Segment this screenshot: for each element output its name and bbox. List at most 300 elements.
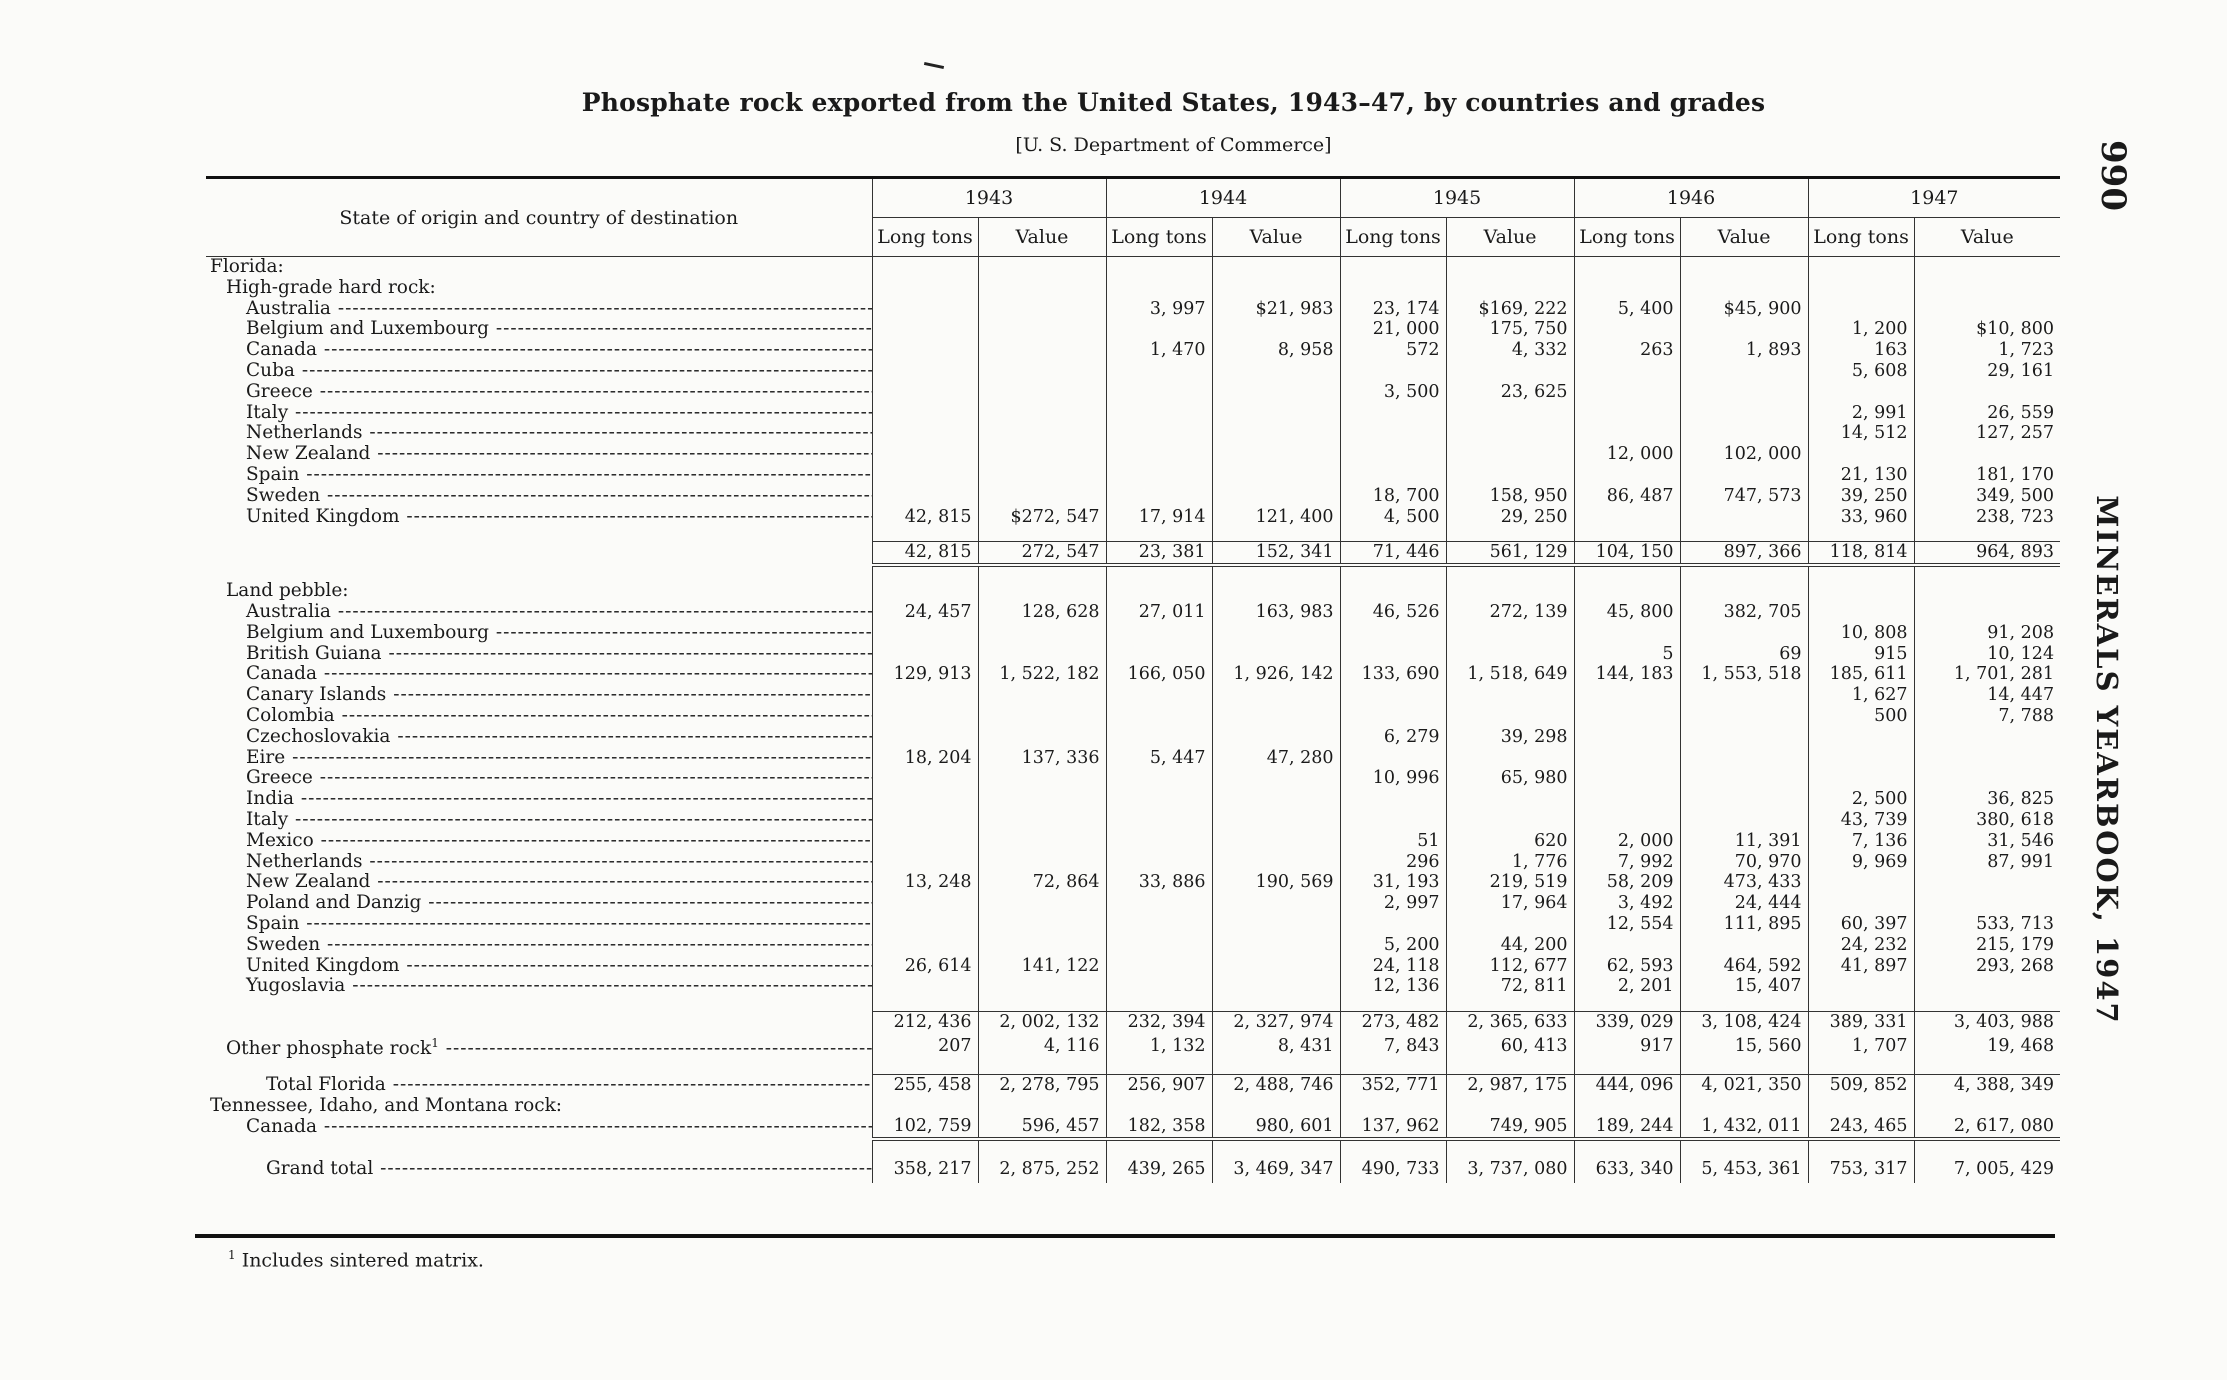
value-cell [978,768,1106,789]
long-tons-cell: 5, 200 [1340,935,1446,956]
value-cell [1212,644,1340,665]
row-label [206,1096,872,1117]
row-label [206,644,872,665]
long-tons-cell [872,623,978,644]
long-tons-cell [1106,893,1212,914]
value-cell: 238, 723 [1914,507,2060,528]
row-label [206,444,872,465]
spacer-cell [1680,565,1808,581]
long-tons-cell [1808,581,1914,602]
value-cell: 1, 723 [1914,340,2060,361]
table-row [206,1074,2060,1095]
value-cell: 10, 124 [1914,644,2060,665]
value-cell: 72, 811 [1446,976,1574,997]
value-cell: 4, 116 [978,1033,1106,1060]
value-cell [1680,935,1808,956]
spacer-label-cell [206,1060,872,1075]
long-tons-cell: 2, 000 [1574,831,1680,852]
long-tons-cell [872,340,978,361]
long-tons-cell [1340,810,1446,831]
value-cell: 2, 617, 080 [1914,1116,2060,1139]
table-row [206,299,2060,320]
long-tons-cell [1106,789,1212,810]
long-tons-cell [872,727,978,748]
value-cell: 29, 161 [1914,361,2060,382]
value-cell [1446,423,1574,444]
value-cell: 44, 200 [1446,935,1574,956]
value-cell: 39, 298 [1446,727,1574,748]
long-tons-cell: 572 [1340,340,1446,361]
long-tons-cell: 163 [1808,340,1914,361]
long-tons-cell [1340,644,1446,665]
long-tons-cell: 45, 800 [1574,602,1680,623]
table-row [206,914,2060,935]
value-cell [1914,382,2060,403]
long-tons-cell [1574,935,1680,956]
value-cell [1914,748,2060,769]
long-tons-cell [872,644,978,665]
long-tons-cell: 23, 174 [1340,299,1446,320]
spacer-cell [1914,1139,2060,1155]
row-label [206,581,872,602]
value-cell: 1, 776 [1446,852,1574,873]
value-cell [1680,727,1808,748]
value-cell [1212,768,1340,789]
value-cell [1212,810,1340,831]
value-cell: 1, 926, 142 [1212,664,1340,685]
row-label-text: Italy [246,402,289,423]
long-tons-cell: 915 [1808,644,1914,665]
value-cell: 65, 980 [1446,768,1574,789]
long-tons-cell [1574,507,1680,528]
value-cell: 190, 569 [1212,872,1340,893]
long-tons-cell: 1, 200 [1808,319,1914,340]
value-cell: 272, 139 [1446,602,1574,623]
value-cell [978,444,1106,465]
long-tons-cell: 51 [1340,831,1446,852]
value-cell [978,706,1106,727]
spacer-cell [1106,527,1212,542]
value-cell [1680,382,1808,403]
long-tons-cell: 3, 997 [1106,299,1212,320]
value-cell: 3, 737, 080 [1446,1155,1574,1183]
row-label-text: Canada [246,340,318,361]
long-tons-cell [1808,602,1914,623]
table-row [206,486,2060,507]
long-tons-cell: 42, 815 [872,542,978,565]
value-cell [1446,685,1574,706]
value-cell [978,278,1106,299]
value-cell [1446,1096,1574,1117]
table-row [206,748,2060,769]
value-cell: 215, 179 [1914,935,2060,956]
spacer-label-cell [206,527,872,542]
long-tons-cell [1574,727,1680,748]
table-row [206,382,2060,403]
page-number: 990 [2093,140,2133,211]
value-cell [1446,789,1574,810]
value-cell [978,976,1106,997]
value-cell [1680,789,1808,810]
long-tons-cell: 243, 465 [1808,1116,1914,1139]
long-tons-cell [1106,465,1212,486]
spacer-cell [1808,1060,1914,1075]
value-cell: 128, 628 [978,602,1106,623]
value-cell: 620 [1446,831,1574,852]
row-label-text: Netherlands [246,423,363,444]
value-cell: 137, 336 [978,748,1106,769]
long-tons-cell [1340,403,1446,424]
value-cell: 1, 701, 281 [1914,664,2060,685]
long-tons-cell [872,581,978,602]
year-header: 1945 [1340,178,1574,218]
table-row [206,319,2060,340]
spacer-cell [1340,1060,1446,1075]
long-tons-cell: 24, 118 [1340,956,1446,977]
long-tons-cell [872,831,978,852]
row-label [206,685,872,706]
table-row [206,1155,2060,1183]
value-cell: 4, 332 [1446,340,1574,361]
value-cell: $10, 800 [1914,319,2060,340]
row-label [206,1012,872,1033]
row-label [206,664,872,685]
value-cell: 72, 864 [978,872,1106,893]
long-tons-cell: 3, 492 [1574,893,1680,914]
long-tons-cell [1574,403,1680,424]
long-tons-cell [1574,581,1680,602]
long-tons-cell: 490, 733 [1340,1155,1446,1183]
value-cell [1914,581,2060,602]
long-tons-cell: 389, 331 [1808,1012,1914,1033]
value-cell [1212,831,1340,852]
value-cell: 747, 573 [1680,486,1808,507]
value-cell [1212,465,1340,486]
long-tons-cell [1574,1096,1680,1117]
value-cell [1680,507,1808,528]
long-tons-cell [872,465,978,486]
row-label-text: Greece [246,768,313,789]
row-label-text: High-grade hard rock: [226,277,436,298]
footnote [228,1248,484,1271]
row-label [206,852,872,873]
long-tons-cell [1808,893,1914,914]
value-cell: 60, 413 [1446,1033,1574,1060]
table-row [206,278,2060,299]
row-label [206,956,872,977]
long-tons-cell [1574,361,1680,382]
long-tons-cell [872,486,978,507]
row-label-text: Belgium and Luxembourg [246,622,489,643]
long-tons-cell [1574,706,1680,727]
long-tons-cell: 12, 136 [1340,976,1446,997]
value-cell [1212,257,1340,278]
table-row [206,976,2060,997]
spacer-cell [1106,1139,1212,1155]
spacer-cell [1106,997,1212,1012]
spacer-cell [1574,1060,1680,1075]
table-row [206,602,2060,623]
value-cell [1914,257,2060,278]
value-cell: 36, 825 [1914,789,2060,810]
value-cell: 533, 713 [1914,914,2060,935]
value-cell: 29, 250 [1446,507,1574,528]
value-cell: 980, 601 [1212,1116,1340,1139]
long-tons-cell [1340,1096,1446,1117]
long-tons-cell [1574,789,1680,810]
value-cell [1680,278,1808,299]
value-cell: 15, 560 [1680,1033,1808,1060]
value-header: Value [1212,218,1340,257]
row-label [206,872,872,893]
table-row [206,1116,2060,1139]
long-tons-cell: 5 [1574,644,1680,665]
value-cell [1212,727,1340,748]
value-cell: $45, 900 [1680,299,1808,320]
row-label [206,423,872,444]
value-cell: 112, 677 [1446,956,1574,977]
row-label [206,507,872,528]
long-tons-cell: 5, 608 [1808,361,1914,382]
long-tons-cell: 60, 397 [1808,914,1914,935]
long-tons-cell [872,935,978,956]
row-label-text: Greece [246,381,313,402]
long-tons-cell [872,893,978,914]
value-cell [1914,872,2060,893]
long-tons-cell [872,299,978,320]
spacer-cell [1914,1060,2060,1075]
value-cell: 87, 991 [1914,852,2060,873]
value-header: Value [978,218,1106,257]
value-cell [1680,581,1808,602]
long-tons-cell: 296 [1340,852,1446,873]
value-cell [1212,581,1340,602]
spacer-cell [1340,527,1446,542]
long-tons-cell [872,1096,978,1117]
long-tons-cell [872,278,978,299]
long-tons-cell [1106,706,1212,727]
spacer-cell [1106,1060,1212,1075]
value-cell: 70, 970 [1680,852,1808,873]
long-tons-cell: 256, 907 [1106,1074,1212,1095]
year-header: 1947 [1808,178,2060,218]
long-tons-cell [872,810,978,831]
table-body [206,257,2060,1184]
long-tons-cell [1106,403,1212,424]
value-cell: 47, 280 [1212,748,1340,769]
long-tons-cell: 255, 458 [872,1074,978,1095]
value-cell: 15, 407 [1680,976,1808,997]
long-tons-cell: 5, 447 [1106,748,1212,769]
spacer-cell [1808,565,1914,581]
long-tons-cell: 21, 130 [1808,465,1914,486]
value-cell: 219, 519 [1446,872,1574,893]
value-cell [1446,444,1574,465]
row-label-text: Sweden [246,934,321,955]
value-cell [978,340,1106,361]
value-cell [978,685,1106,706]
row-label-text: Australia [246,298,331,319]
table-row [206,706,2060,727]
spacer-cell [1212,1060,1340,1075]
row-label [206,403,872,424]
row-label-text: Belgium and Luxembourg [246,319,489,340]
spacer-cell [872,1060,978,1075]
long-tons-cell: 9, 969 [1808,852,1914,873]
long-tons-cell [1340,685,1446,706]
value-cell [1680,319,1808,340]
row-label-text: United Kingdom [246,506,400,527]
long-tons-cell: 212, 436 [872,1012,978,1033]
long-tons-cell [1574,465,1680,486]
long-tons-cell [1808,299,1914,320]
footnote-mark: 1 [228,1248,236,1262]
long-tons-cell: 43, 739 [1808,810,1914,831]
spacer-cell [1340,997,1446,1012]
value-cell [1212,852,1340,873]
long-tons-cell: 2, 500 [1808,789,1914,810]
long-tons-cell: 62, 593 [1574,956,1680,977]
value-cell [1212,976,1340,997]
value-cell [1914,727,2060,748]
value-cell: 464, 592 [1680,956,1808,977]
value-cell [1914,893,2060,914]
spacer-cell [872,565,978,581]
value-cell [1212,1096,1340,1117]
value-cell: 380, 618 [1914,810,2060,831]
value-cell [978,831,1106,852]
table-row [206,623,2060,644]
long-tons-cell: 24, 457 [872,602,978,623]
long-tons-cell [872,768,978,789]
value-header: Value [1914,218,2060,257]
long-tons-cell: 18, 204 [872,748,978,769]
long-tons-cell [1106,831,1212,852]
row-label [206,1074,872,1095]
long-tons-header: Long tons [1340,218,1446,257]
spacer-cell [872,997,978,1012]
value-cell [1212,382,1340,403]
year-header: 1946 [1574,178,1808,218]
row-label [206,542,872,565]
long-tons-cell: 189, 244 [1574,1116,1680,1139]
value-cell [1446,465,1574,486]
value-cell [1212,685,1340,706]
long-tons-header: Long tons [1808,218,1914,257]
row-label-text: Netherlands [246,851,363,872]
spacer-cell [1340,565,1446,581]
footnote-text: Includes sintered matrix. [241,1249,484,1272]
value-cell: 31, 546 [1914,831,2060,852]
value-cell [1446,278,1574,299]
spacer-cell [1106,565,1212,581]
long-tons-cell [872,852,978,873]
value-cell [1914,1096,2060,1117]
table-source: [U. S. Department of Commerce] [1015,134,1332,156]
spacer-cell [1574,527,1680,542]
row-label-text: Poland and Danzig [246,893,422,914]
long-tons-cell [1808,727,1914,748]
long-tons-cell: 86, 487 [1574,486,1680,507]
table-row [206,257,2060,278]
row-label [206,340,872,361]
long-tons-cell: 58, 209 [1574,872,1680,893]
row-label-text: Other phosphate rock [226,1038,432,1060]
row-label [206,486,872,507]
value-cell: $21, 983 [1212,299,1340,320]
long-tons-cell: 917 [1574,1033,1680,1060]
value-cell [1680,403,1808,424]
long-tons-cell [1574,768,1680,789]
spacer-cell [1808,527,1914,542]
long-tons-cell: 133, 690 [1340,664,1446,685]
value-cell: $272, 547 [978,507,1106,528]
value-cell [1680,768,1808,789]
value-cell [978,423,1106,444]
spacer-label-cell [206,565,872,581]
row-label-text: India [246,789,295,810]
spacer-cell [978,527,1106,542]
long-tons-cell [1574,257,1680,278]
long-tons-cell: 41, 897 [1808,956,1914,977]
long-tons-cell: 46, 526 [1340,602,1446,623]
long-tons-cell [1340,748,1446,769]
row-label [206,768,872,789]
long-tons-cell: 17, 914 [1106,507,1212,528]
value-cell [1212,444,1340,465]
value-cell: 3, 108, 424 [1680,1012,1808,1033]
value-cell [1446,644,1574,665]
row-label-text: Canada [246,1116,318,1138]
value-cell: 121, 400 [1212,507,1340,528]
value-cell: 14, 447 [1914,685,2060,706]
long-tons-cell [1106,382,1212,403]
long-tons-cell [1574,423,1680,444]
value-cell: 2, 488, 746 [1212,1074,1340,1095]
long-tons-cell: 5, 400 [1574,299,1680,320]
value-cell: 102, 000 [1680,444,1808,465]
exports-table-container [206,176,2060,1183]
long-tons-cell [1340,361,1446,382]
row-label-text: Sweden [246,485,321,506]
spacer-cell [978,997,1106,1012]
value-cell [1680,423,1808,444]
value-cell: 141, 122 [978,956,1106,977]
row-label [206,727,872,748]
long-tons-cell [1340,581,1446,602]
long-tons-cell [1106,644,1212,665]
long-tons-cell [1340,278,1446,299]
long-tons-cell [1808,382,1914,403]
value-cell: 181, 170 [1914,465,2060,486]
row-label-text: United Kingdom [246,955,400,976]
long-tons-cell: 182, 358 [1106,1116,1212,1139]
row-spacer [206,527,2060,542]
running-head: MINERALS YEARBOOK, 1947 [2090,495,2124,1025]
long-tons-cell [872,382,978,403]
value-cell: 473, 433 [1680,872,1808,893]
value-cell [978,465,1106,486]
long-tons-cell: 102, 759 [872,1116,978,1139]
value-cell [1446,403,1574,424]
spacer-cell [1212,565,1340,581]
value-cell [1446,623,1574,644]
table-row [206,664,2060,685]
spacer-cell [1212,997,1340,1012]
spacer-cell [1680,527,1808,542]
long-tons-cell: 6, 279 [1340,727,1446,748]
long-tons-cell: 263 [1574,340,1680,361]
